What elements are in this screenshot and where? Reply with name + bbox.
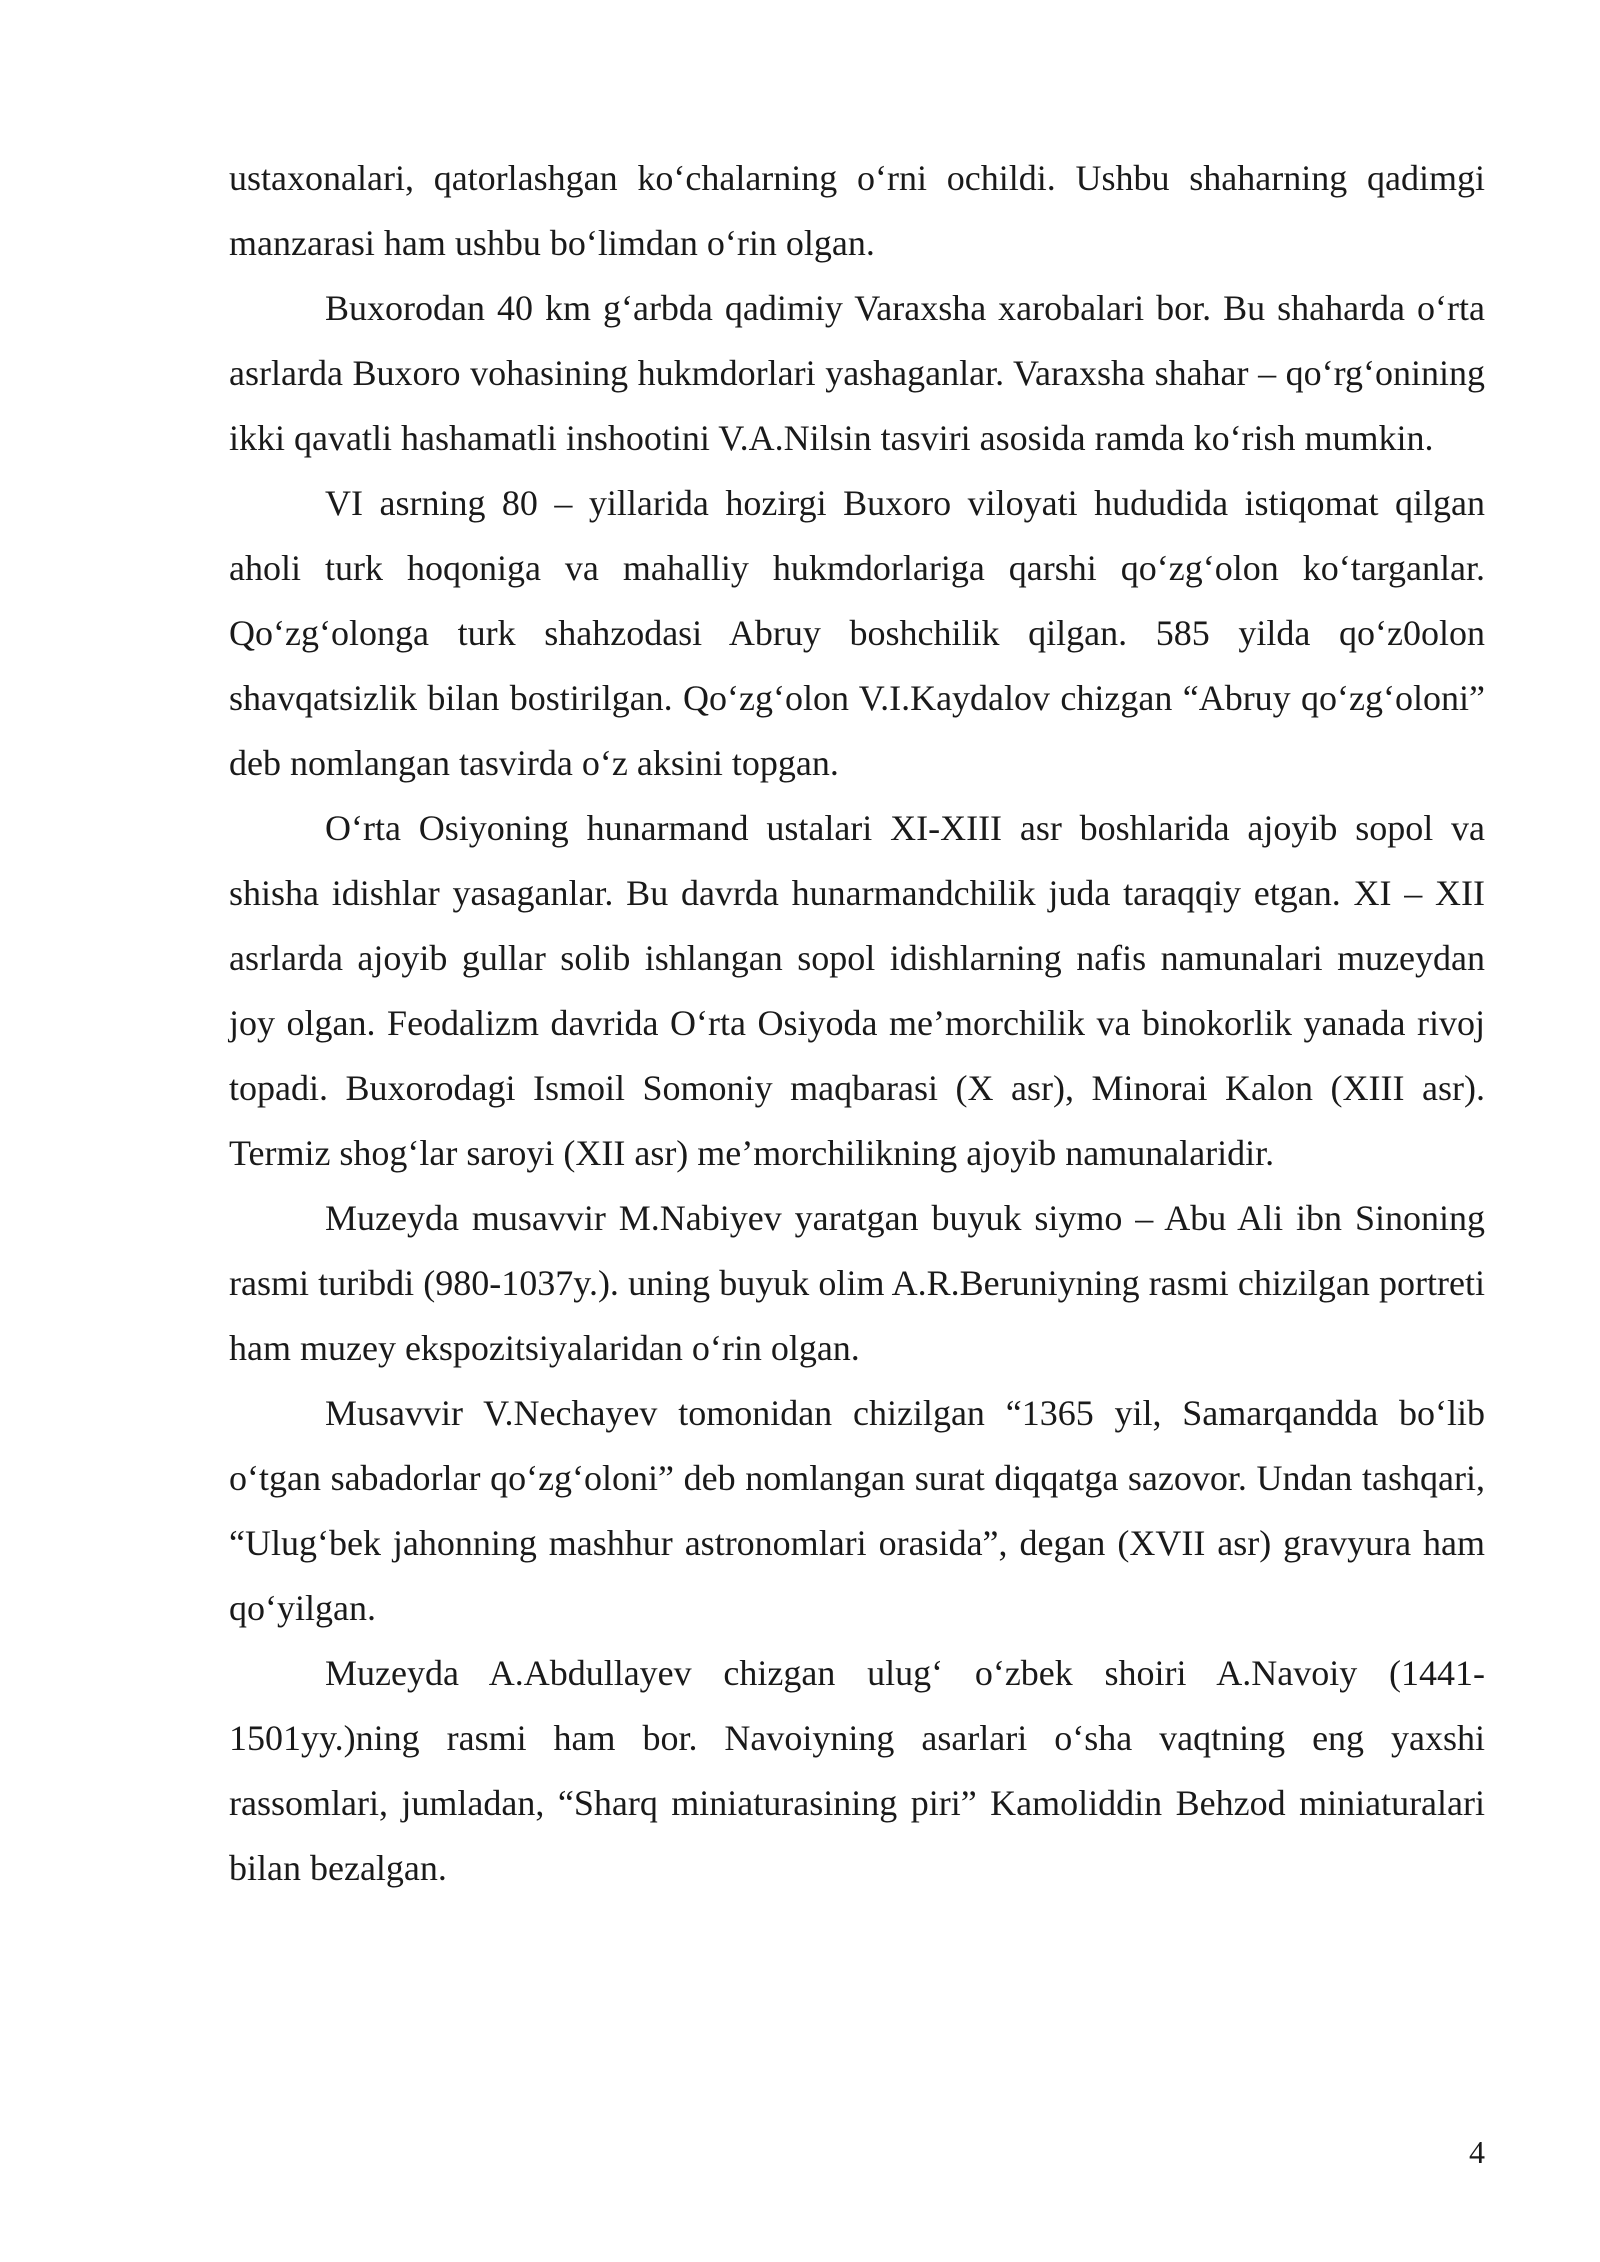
paragraph-3: VI asrning 80 – yillarida hozirgi Buxoro viloyati hududida istiqomat qilgan aholi turk hoqoniga va mahalliy hukmdorlariga qarshi qo‘zg‘olon ko‘targanlar. Qo‘zg‘olonga turk shahzodasi Abruy boshchilik qilgan. 585 yilda qo‘z0olon shavqatsizlik bilan bostirilgan. Qo‘zg‘olon V.I.Kaydalov chizgan “Abruy qo‘zg‘oloni” deb nomlangan tasvirda o‘z aksini topgan. <box>229 483 1485 783</box>
text-body <box>229 146 1485 1901</box>
paragraph-2: Buxorodan 40 km g‘arbda qadimiy Varaxsha xarobalari bor. Bu shaharda o‘rta asrlarda Buxoro vohasining hukmdorlari yashaganlar. Varaxsha shahar – qo‘rg‘onining ikki qavatli hashamatli inshootini V.A.Nilsin tasviri asosida ramda ko‘rish mumkin. <box>229 288 1485 458</box>
paragraph-5: Muzeyda musavvir M.Nabiyev yaratgan buyuk siymo – Abu Ali ibn Sinoning rasmi turibdi (980-1037y.). uning buyuk olim A.R.Beruniyning rasmi chizilgan portreti ham muzey ekspozitsiyalaridan o‘rin olgan. <box>229 1198 1485 1368</box>
paragraph-7: Muzeyda A.Abdullayev chizgan ulug‘ o‘zbek shoiri A.Navoiy (1441-1501yy.)ning rasmi ham bor. Navoiyning asarlari o‘sha vaqtning eng yaxshi rassomlari, jumladan, “Sharq miniaturasining piri” Kamoliddin Behzod miniaturalari bilan bezalgan. <box>229 1653 1485 1888</box>
paragraph-1: ustaxonalari, qatorlashgan ko‘chalarning o‘rni ochildi. Ushbu shaharning qadimgi manzarasi ham ushbu bo‘limdan o‘rin olgan. <box>229 158 1485 263</box>
paragraph-4: O‘rta Osiyoning hunarmand ustalari XI-XIII asr boshlarida ajoyib sopol va shisha idishlar yasaganlar. Bu davrda hunarmandchilik juda taraqqiy etgan. XI – XII asrlarda ajoyib gullar solib ishlangan sopol idishlarning nafis namunalari muzeydan joy olgan. Feodalizm davrida O‘rta Osiyoda me’morchilik va binokorlik yanada rivoj topadi. Buxorodagi Ismoil Somoniy maqbarasi (X asr), Minorai Kalon (XIII asr). Termiz shog‘lar saroyi (XII asr) me’morchilikning ajoyib namunalaridir. <box>229 808 1485 1173</box>
page-number: 4 <box>1469 2134 1485 2170</box>
paragraph-6: Musavvir V.Nechayev tomonidan chizilgan “1365 yil, Samarqandda bo‘lib o‘tgan sabadorlar qo‘zg‘oloni” deb nomlangan surat diqqatga sazovor. Undan tashqari, “Ulug‘bek jahonning mashhur astronomlari orasida”, degan (XVII asr) gravyura ham qo‘yilgan. <box>229 1393 1485 1628</box>
